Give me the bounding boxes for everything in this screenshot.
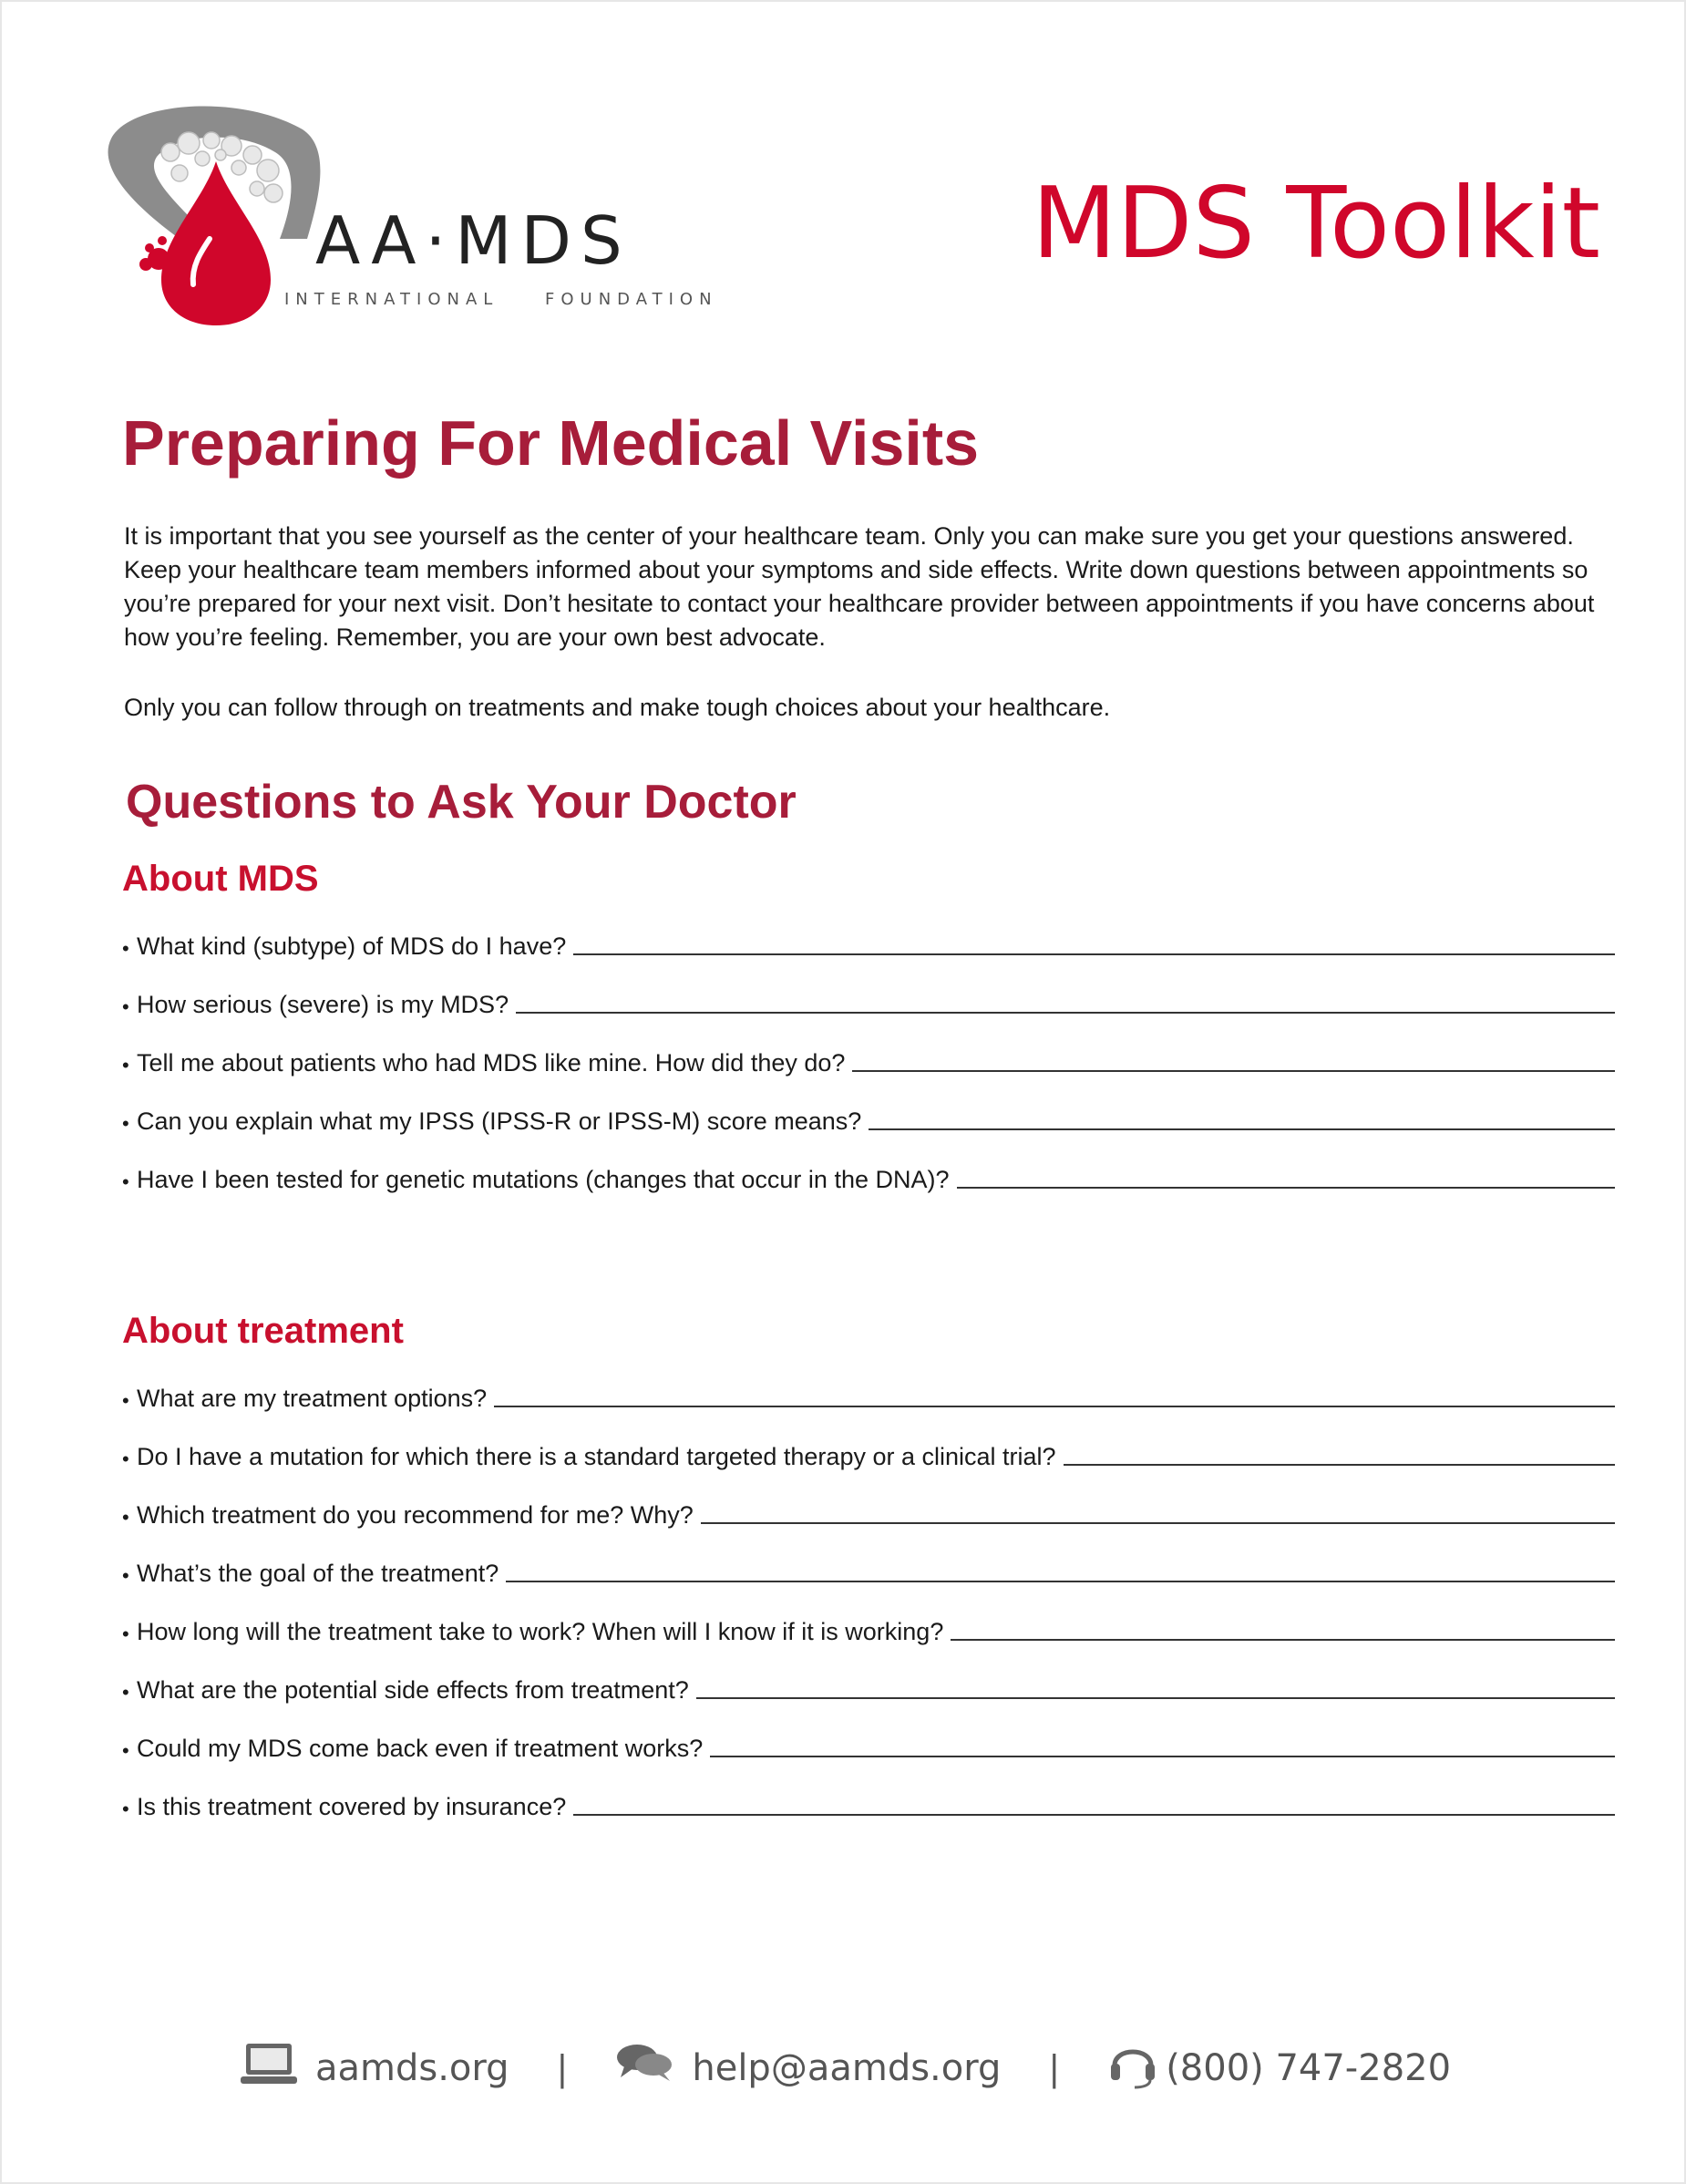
question-item <box>122 1588 1615 1646</box>
answer-line[interactable] <box>869 1128 1615 1130</box>
question-text: What kind (subtype) of MDS do I have? <box>137 932 567 960</box>
question-text: How long will the treatment take to work? When will I know if it is working? <box>137 1618 944 1645</box>
bullet-icon: • <box>122 1170 129 1193</box>
logo-subtitle-foundation: FOUNDATION <box>545 290 718 309</box>
answer-line[interactable] <box>1064 1463 1615 1466</box>
question-text: What are my treatment options? <box>137 1385 488 1412</box>
question-text: Do I have a mutation for which there is a standard targeted therapy or a clinical trial? <box>137 1443 1056 1470</box>
logo-wordmark: AA·MDS <box>315 202 632 279</box>
question-text: Have I been tested for genetic mutations (changes that occur in the DNA)? <box>137 1166 950 1193</box>
question-text: Could my MDS come back even if treatment works? <box>137 1735 704 1762</box>
intro-paragraph-2: Only you can follow through on treatments and make tough choices about your healthcare. <box>124 694 1111 721</box>
bullet-icon: • <box>122 1681 129 1704</box>
question-item <box>122 1019 1615 1077</box>
answer-line[interactable] <box>957 1186 1616 1189</box>
question-text: Tell me about patients who had MDS like mine. How did they do? <box>137 1049 846 1077</box>
bullet-icon: • <box>122 1447 129 1470</box>
question-item <box>122 1705 1615 1763</box>
question-item <box>122 1355 1615 1413</box>
question-item <box>122 1077 1615 1136</box>
question-item <box>122 1530 1615 1588</box>
bullet-icon: • <box>122 1112 129 1135</box>
section-title-about-mds: About MDS <box>122 859 319 899</box>
toolkit-title: MDS Toolkit <box>1032 167 1600 281</box>
question-text: How serious (severe) is my MDS? <box>137 991 509 1018</box>
question-list-about-mds <box>122 902 1615 1194</box>
bullet-icon: • <box>122 1739 129 1762</box>
question-text: Is this treatment covered by insurance? <box>137 1793 567 1820</box>
bullet-icon: • <box>122 1623 129 1645</box>
answer-line[interactable] <box>573 1813 1615 1816</box>
bullet-icon: • <box>122 1389 129 1412</box>
section-title-about-treatment: About treatment <box>122 1311 404 1351</box>
answer-line[interactable] <box>506 1580 1615 1582</box>
answer-line[interactable] <box>516 1011 1615 1014</box>
question-item <box>122 961 1615 1019</box>
aamds-logo[interactable] <box>93 102 749 330</box>
footer-contact-bar <box>241 2036 1451 2100</box>
laptop-icon <box>241 2042 297 2095</box>
answer-line[interactable] <box>701 1521 1615 1524</box>
question-list-about-treatment <box>122 1355 1615 1821</box>
footer-separator: | <box>556 2048 569 2088</box>
chat-bubbles-icon <box>615 2043 673 2094</box>
answer-line[interactable] <box>852 1069 1615 1072</box>
question-text: What are the potential side effects from treatment? <box>137 1676 689 1704</box>
bullet-icon: • <box>122 1054 129 1077</box>
question-item <box>122 1763 1615 1821</box>
intro-paragraph: It is important that you see yourself as the center of your healthcare team. Only you can make sure you get your questions answered. Keep your healthcare team members informed about your symptoms and side effects. Write down questions between appointments so you’re prepared for your next visit. Don’t hesitate to contact your healthcare provider between appointments if you have concerns about how you’re feeling. Remember, you are your own best advocate. <box>124 522 1595 651</box>
question-text: What’s the goal of the treatment? <box>137 1560 499 1587</box>
page-title: Preparing For Medical Visits <box>122 407 980 479</box>
answer-line[interactable] <box>696 1696 1615 1699</box>
answer-line[interactable] <box>710 1755 1615 1757</box>
bullet-icon: • <box>122 1798 129 1820</box>
footer-separator: | <box>1048 2048 1061 2088</box>
question-item <box>122 1646 1615 1705</box>
questions-heading: Questions to Ask Your Doctor <box>126 776 797 829</box>
question-item <box>122 1471 1615 1530</box>
question-item <box>122 1413 1615 1471</box>
answer-line[interactable] <box>494 1405 1615 1407</box>
answer-line[interactable] <box>951 1638 1615 1641</box>
question-item <box>122 1136 1615 1194</box>
email-link[interactable]: help@aamds.org <box>692 2047 1002 2089</box>
bullet-icon: • <box>122 995 129 1018</box>
website-link[interactable]: aamds.org <box>315 2047 509 2089</box>
question-text: Which treatment do you recommend for me? Why? <box>137 1501 694 1529</box>
bullet-icon: • <box>122 1564 129 1587</box>
answer-line[interactable] <box>573 953 1615 955</box>
headset-icon <box>1107 2038 1158 2098</box>
logo-subtitle-international: INTERNATIONAL <box>284 290 499 309</box>
phone-number[interactable]: (800) 747-2820 <box>1166 2047 1452 2089</box>
bullet-icon: • <box>122 1506 129 1529</box>
question-text: Can you explain what my IPSS (IPSS-R or IPSS-M) score means? <box>137 1107 862 1135</box>
bullet-icon: • <box>122 937 129 960</box>
question-item <box>122 902 1615 961</box>
